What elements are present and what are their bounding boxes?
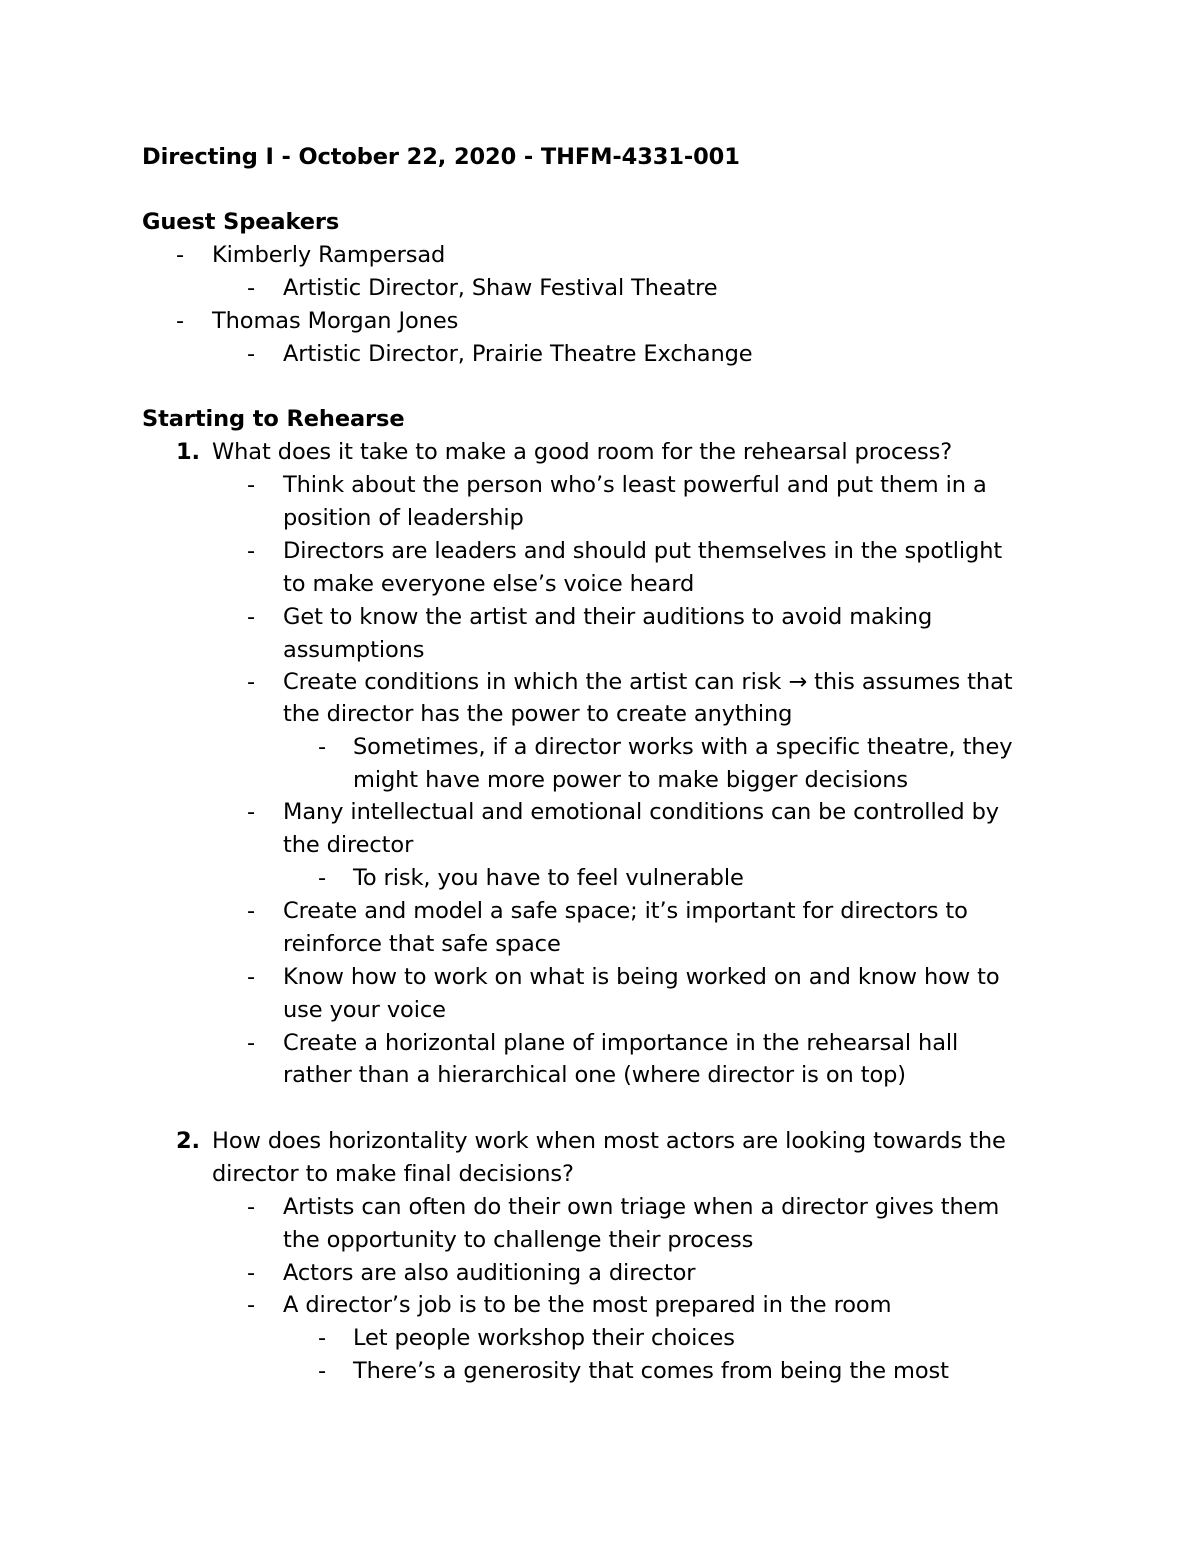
point-line: Think about the person who’s least powerful and put them in a [283, 472, 987, 498]
question-number: 1. [176, 439, 201, 465]
point-line: assumptions [283, 637, 425, 663]
bullet-dash: - [176, 308, 185, 334]
speaker-role: Artistic Director, Shaw Festival Theatre [283, 275, 718, 301]
speaker-name: Thomas Morgan Jones [212, 308, 459, 334]
point-line: Create and model a safe space; it’s important for directors to [283, 898, 968, 924]
point-line: to make everyone else’s voice heard [283, 571, 695, 597]
bullet-dash: - [247, 964, 256, 990]
bullet-dash: - [247, 275, 256, 301]
point-line: the director [283, 832, 414, 858]
point-line: might have more power to make bigger decisions [353, 767, 909, 793]
point-line: rather than a hierarchical one (where director is on top) [283, 1062, 906, 1088]
bullet-dash: - [247, 604, 256, 630]
bullet-dash: - [176, 242, 185, 268]
speaker-name: Kimberly Rampersad [212, 242, 446, 268]
bullet-dash: - [247, 1292, 256, 1318]
point-line: the director has the power to create anything [283, 701, 793, 727]
point-line: Directors are leaders and should put themselves in the spotlight [283, 538, 1003, 564]
bullet-dash: - [247, 669, 256, 695]
document-title: Directing I - October 22, 2020 - THFM-4331-001 [142, 144, 740, 170]
bullet-dash: - [318, 865, 327, 891]
question-number: 2. [176, 1128, 201, 1154]
point-line: use your voice [283, 997, 446, 1023]
bullet-dash: - [247, 1260, 256, 1286]
bullet-dash: - [247, 799, 256, 825]
question-text: How does horizontality work when most actors are looking towards the [212, 1128, 1006, 1154]
bullet-dash: - [318, 734, 327, 760]
point-line: Artists can often do their own triage when a director gives them [283, 1194, 1000, 1220]
point-line: Create conditions in which the artist can risk → this assumes that [283, 669, 1013, 695]
bullet-dash: - [247, 1194, 256, 1220]
point-line: Create a horizontal plane of importance in the rehearsal hall [283, 1030, 959, 1056]
point-line: Know how to work on what is being worked on and know how to [283, 964, 1000, 990]
question-text: director to make final decisions? [212, 1161, 574, 1187]
bullet-dash: - [247, 538, 256, 564]
rehearse-heading: Starting to Rehearse [142, 406, 405, 432]
guest-speakers-heading: Guest Speakers [142, 209, 340, 235]
point-line: position of leadership [283, 505, 524, 531]
point-line: Many intellectual and emotional conditions can be controlled by [283, 799, 999, 825]
point-line: To risk, you have to feel vulnerable [353, 865, 744, 891]
point-line: the opportunity to challenge their process [283, 1227, 754, 1253]
point-line: Get to know the artist and their auditions to avoid making [283, 604, 933, 630]
point-line: reinforce that safe space [283, 931, 561, 957]
bullet-dash: - [318, 1325, 327, 1351]
bullet-dash: - [318, 1358, 327, 1384]
bullet-dash: - [247, 898, 256, 924]
speaker-role: Artistic Director, Prairie Theatre Exchange [283, 341, 753, 367]
bullet-dash: - [247, 1030, 256, 1056]
point-line: Sometimes, if a director works with a specific theatre, they [353, 734, 1013, 760]
point-line: There’s a generosity that comes from being the most [353, 1358, 949, 1384]
point-line: A director’s job is to be the most prepared in the room [283, 1292, 892, 1318]
point-line: Actors are also auditioning a director [283, 1260, 696, 1286]
bullet-dash: - [247, 472, 256, 498]
bullet-dash: - [247, 341, 256, 367]
question-text: What does it take to make a good room for the rehearsal process? [212, 439, 953, 465]
point-line: Let people workshop their choices [353, 1325, 735, 1351]
